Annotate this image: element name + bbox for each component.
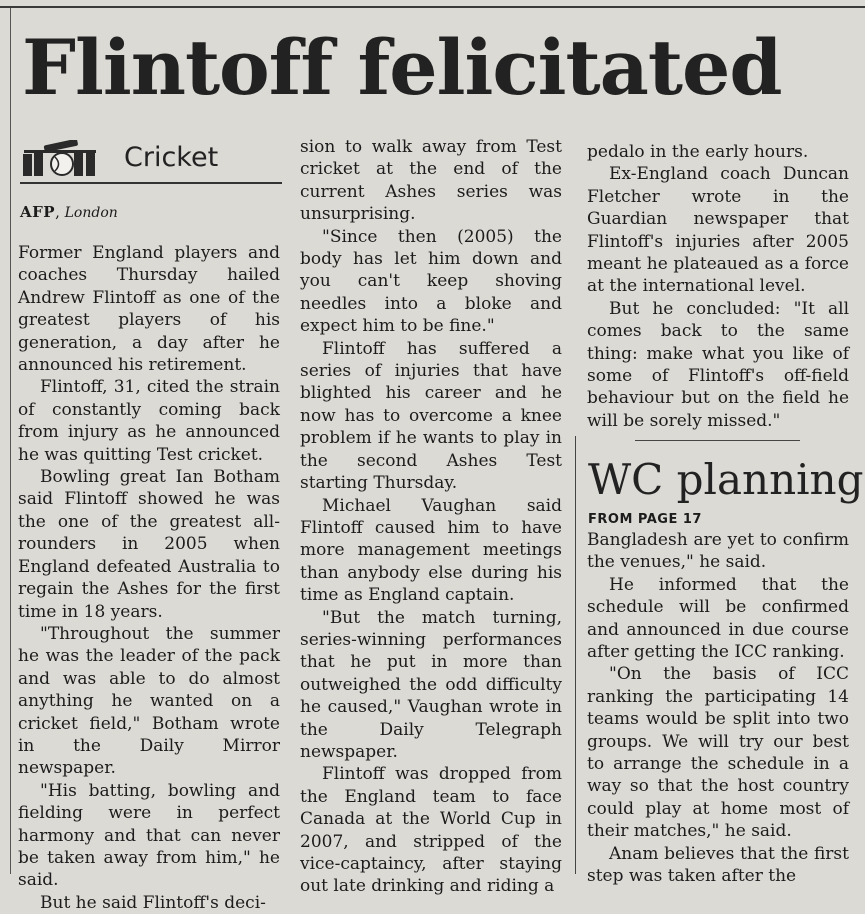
top-rule <box>0 0 865 8</box>
byline-agency: AFP <box>20 203 56 221</box>
byline-city: London <box>64 205 118 221</box>
jump-line: FROM PAGE 17 <box>588 512 702 527</box>
story-separator-rule <box>635 440 800 441</box>
paragraph: But he concluded: "It all comes back to the same thing: make what you like of some of Flintoff's off-field behaviour but on the field he will be sorely missed." <box>587 298 849 431</box>
left-column-rule <box>10 8 11 874</box>
byline-separator: , <box>55 203 65 221</box>
paragraph: Michael Vaughan said Flintoff caused him to have more management meetings than anybody else during his time as England captain. <box>300 495 562 606</box>
paragraph: "His batting, bowling and fielding were in perfect harmony and that can never be taken away from him," he said. <box>18 780 280 891</box>
paragraph: Flintoff has suffered a series of injuries that have blighted his career and he now has to overcome a knee problem if he wants to play in the second Ashes Test starting Thursday. <box>300 338 562 494</box>
paragraph: Anam believes that the first step was taken after the <box>587 843 849 887</box>
paragraph: "On the basis of ICC ranking the participating 14 teams would be split into two groups. We will try our best to arrange the schedule in a way so that the host country could play at home most of their matches," he said. <box>587 664 849 842</box>
column-divider <box>575 436 576 874</box>
paragraph: Bowling great Ian Botham said Flintoff showed he was the one of the greatest all-rounders in 2005 when England defeated Australia to regain the Ashes for the first time in 18 years. <box>18 467 280 622</box>
paragraph: Bangladesh are yet to confirm the venues," he said. <box>587 530 849 573</box>
paragraph: pedalo in the early hours. <box>587 142 809 162</box>
paragraph: Flintoff was dropped from the England team to face Canada at the World Cup in 2007, and stripped of the vice-captaincy, after staying out late drinking and riding a <box>300 764 562 897</box>
second-story-headline: WC planning <box>588 455 864 504</box>
second-story-column <box>587 529 849 888</box>
paragraph: He informed that the schedule will be confirmed and announced in due course after getting the ICC ranking. <box>587 574 849 663</box>
article-column-3 <box>587 141 849 432</box>
section-tag <box>20 134 282 184</box>
paragraph: "But the match turning, series-winning performances that he put in more than outweighed the odd difficulty he caused," Vaughan wrote in the Daily Telegraph newspaper. <box>300 607 562 762</box>
paragraph: sion to walk away from Test cricket at the end of the current Ashes series was unsurprising. <box>300 137 562 225</box>
paragraph: "Since then (2005) the body has let him down and you can't keep shoving needles into a bloke and expect him to be fine." <box>300 226 562 337</box>
paragraph: Former England players and coaches Thursday hailed Andrew Flintoff as one of the greatest players of his generation, a day after he announced his retirement. <box>18 243 280 376</box>
cricket-gear-icon <box>22 140 100 178</box>
article-column-2 <box>300 136 562 898</box>
headline: Flintoff felicitated <box>22 23 782 112</box>
paragraph: "Throughout the summer he was the leader of the pack and was able to do almost anything he wanted on a cricket field," Botham wrote in the Daily Mirror newspaper. <box>18 623 280 779</box>
paragraph: Ex-England coach Duncan Fletcher wrote in the Guardian newspaper that Flintoff's injuries after 2005 meant he plateaued as a force at the international level. <box>587 164 849 297</box>
byline <box>20 203 118 221</box>
section-label: Cricket <box>124 142 219 173</box>
paragraph: But he said Flintoff's deci- <box>40 892 266 913</box>
paragraph: Flintoff, 31, cited the strain of constantly coming back from injury as he announced he was quitting Test cricket. <box>18 377 280 465</box>
article-column-1 <box>18 242 280 914</box>
